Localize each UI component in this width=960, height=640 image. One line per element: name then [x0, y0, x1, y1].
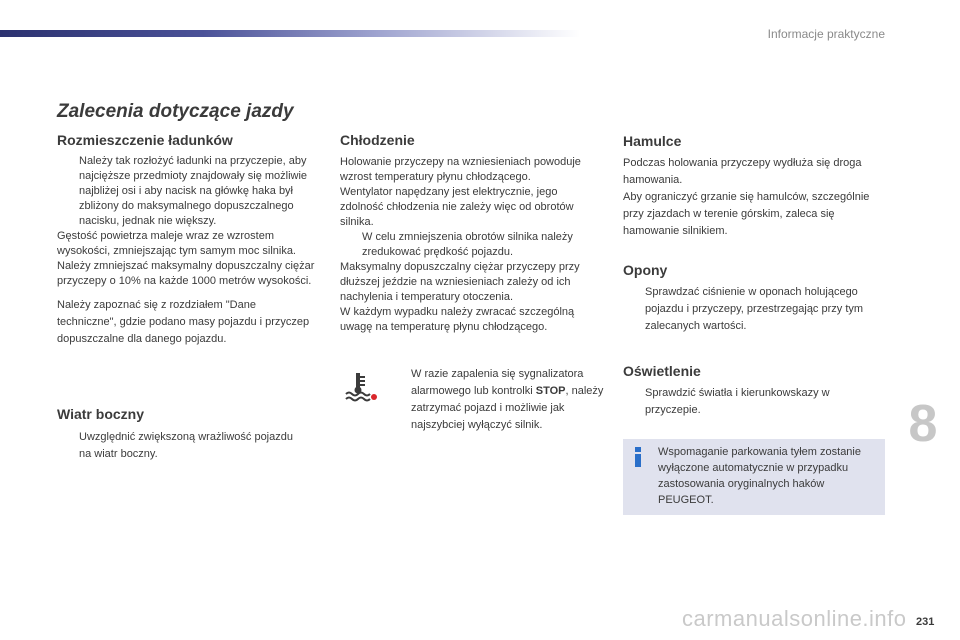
bullet-tyres-text: Sprawdzać ciśnienie w oponach holującego pojazdu i przyczepy, przestrzegając przy tym zalecanych wartości. — [645, 286, 864, 332]
info-box — [623, 439, 885, 515]
bullet-tyres — [623, 284, 868, 335]
info-box-text: Wspomaganie parkowania tyłem zostanie wyłączone automatycznie w przypadku zastosowania oryginalnych haków PEUGEOT. — [658, 446, 861, 506]
section-crosswind — [57, 407, 307, 463]
altitude-text: Gęstość powietrza maleje wraz ze wzrostem wysokości, zmniejszając tym samym moc silnika. Należy zmniejszać maksymalny dopuszczalny ciężar przyczepy o 10% na każde 1000 metrów wysokości. — [57, 230, 315, 287]
bullet-cooling — [340, 230, 602, 260]
section-load-distribution — [57, 133, 317, 348]
bullet-cooling-text: W celu zmniejszenia obrotów silnika należy zredukować prędkość pojazdu. — [362, 231, 573, 258]
bullet-load — [57, 154, 317, 229]
heading-cooling: Chłodzenie — [340, 132, 415, 148]
cooling-text-3: Maksymalny dopuszczalny ciężar przyczepy przy dłuższej jeździe na wzniesieniach zależy od ich nachylenia i temperatury otoczenia. — [340, 261, 580, 303]
section-lighting — [623, 363, 868, 419]
warning-text-end: , należy zatrzymać pojazd i możliwie jak najszybciej wyłączyć silnik. — [411, 385, 604, 431]
brakes-text-1: Podczas holowania przyczepy wydłuża się droga hamowania. — [623, 157, 862, 186]
bullet-load-text: Należy tak rozłożyć ładunki na przyczepie, aby najcięższe przedmioty znajdowały się możliwie najbliżej osi i aby nacisk na główkę haka był zbliżony do maksymalnego dopuszczalnego nacisku, jednak nie większy. — [79, 155, 308, 227]
header-gradient-bar — [0, 30, 580, 37]
section-cooling — [340, 133, 602, 335]
section-header-title: Informacje praktyczne — [767, 27, 885, 41]
technical-data-text: Należy zapoznać się z rozdziałem "Dane techniczne", gdzie podano masy pojazdu i przyczep dopuszczalne dla danego pojazdu. — [57, 299, 310, 345]
page-number: 231 — [916, 616, 935, 628]
heading-lighting: Oświetlenie — [623, 363, 701, 379]
cooling-text-2: Wentylator napędzany jest elektrycznie, jego zdolność chłodzenia nie zależy więc od obrotów silnika. — [340, 186, 574, 228]
coolant-temperature-warning-icon — [344, 370, 378, 404]
page-title: Zalecenia dotyczące jazdy — [57, 101, 294, 122]
heading-load-distribution: Rozmieszczenie ładunków — [57, 132, 233, 148]
bullet-crosswind — [57, 429, 307, 463]
cooling-text-4: W każdym wypadku należy zwracać szczególną uwagę na temperaturę płynu chłodzącego. — [340, 306, 575, 333]
cooling-warning — [389, 366, 604, 434]
section-tyres — [623, 262, 868, 335]
bullet-lighting-text: Sprawdzić światła i kierunkowskazy w przyczepie. — [645, 387, 830, 416]
bullet-lighting — [623, 385, 868, 419]
watermark: carmanualsonline.info — [682, 606, 907, 631]
brakes-text-2: Aby ograniczyć grzanie się hamulców, szczególnie przy zjazdach w terenie górskim, zaleca się hamowanie silnikiem. — [623, 191, 870, 237]
heading-brakes: Hamulce — [623, 133, 682, 149]
cooling-text-1: Holowanie przyczepy na wzniesieniach powoduje wzrost temperatury płynu chłodzącego. — [340, 156, 581, 183]
stop-label: STOP — [535, 385, 566, 397]
info-icon — [632, 446, 644, 468]
warning-text-start: W razie zapalenia się sygnalizatora alarmowego lub kontrolki — [411, 368, 584, 397]
chapter-number: 8 — [908, 395, 938, 453]
bullet-warning — [389, 366, 604, 434]
section-brakes — [623, 133, 873, 240]
heading-crosswind: Wiatr boczny — [57, 406, 144, 422]
bullet-crosswind-text: Uwzględnić zwiększoną wrażliwość pojazdu na wiatr boczny. — [79, 431, 293, 460]
heading-tyres: Opony — [623, 262, 668, 278]
